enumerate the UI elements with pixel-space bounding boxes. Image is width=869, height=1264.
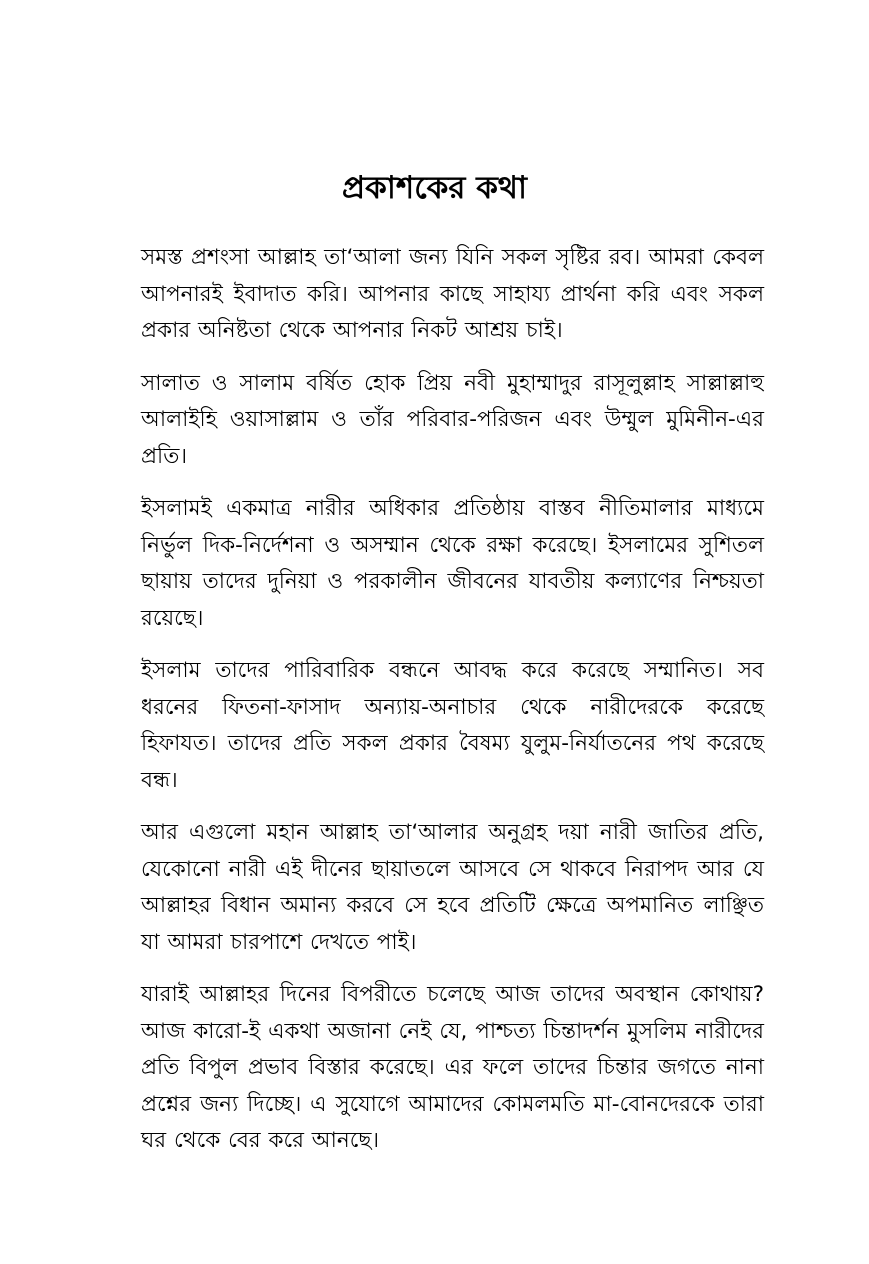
page-title: প্রকাশকের কথা: [342, 170, 527, 206]
paragraph-praise: সমস্ত প্রশংসা আল্লাহ তা‘আলা জন্য যিনি সকল সৃষ্টির রব। আমরা কেবল আপনারই ইবাদাত করি। আপনার কাছে সাহায্য প্রার্থনা করি এবং সকল প্রকার অনিষ্টতা থেকে আপনার নিকট আশ্রয় চাই।: [141, 245, 764, 343]
body-text: [141, 240, 764, 1176]
paragraph-salutation: সালাত ও সালাম বর্ষিত হোক প্রিয় নবী মুহাম্মাদুর রাসূলুল্লাহ সাল্লাল্লাহু আলাইহি ওয়াসাল্লাম ও তাঁর পরিবার-পরিজন এবং উম্মুল মুমিনীন-এর প্রতি।: [141, 370, 764, 469]
paragraph-family-bond: ইসলাম তাদের পারিবারিক বন্ধনে আবদ্ধ করে করেছে সম্মানিত। সব ধরনের ফিতনা-ফাসাদ অন্যায়-অনাচার থেকে নারীদেরকে করেছে হিফাযত। তাদের প্রতি সকল প্রকার বৈষম্য যুলুম-নির্যাতনের পথ করেছে বন্ধ।: [141, 658, 764, 793]
paragraph-western-influence: যারাই আল্লাহর দিনের বিপরীতে চলেছে আজ তাদের অবস্থান কোথায়? আজ কারো-ই একথা অজানা নেই যে, পাশ্চত্য চিন্তাদর্শন মুসলিম নারীদের প্রতি বিপুল প্রভাব বিস্তার করেছে। এর ফলে তাদের চিন্তার জগতে নানা প্রশ্নের জন্য দিচ্ছে। এ সুযোগে আমাদের কোমলমতি মা-বোনদেরকে তারা ঘর থেকে বের করে আনছে।: [141, 982, 764, 1153]
paragraph-women-rights: ইসলামই একমাত্র নারীর অধিকার প্রতিষ্ঠায় বাস্তব নীতিমালার মাধ্যমে নির্ভুল দিক-নির্দেশনা ও অসম্মান থেকে রক্ষা করেছে। ইসলামের সুশিতল ছায়ায় তাদের দুনিয়া ও পরকালীন জীবনের যাবতীয় কল্যাণের নিশ্চয়তা রয়েছে।: [141, 496, 764, 631]
paragraph-mercy: আর এগুলো মহান আল্লাহ তা‘আলার অনুগ্রহ দয়া নারী জাতির প্রতি, যেকোনো নারী এই দীনের ছায়াতলে আসবে সে থাকবে নিরাপদ আর যে আল্লাহর বিধান অমান্য করবে সে হবে প্রতিটি ক্ষেত্রে অপমানিত লাঞ্ছিত যা আমরা চারপাশে দেখতে পাই।: [141, 820, 764, 955]
